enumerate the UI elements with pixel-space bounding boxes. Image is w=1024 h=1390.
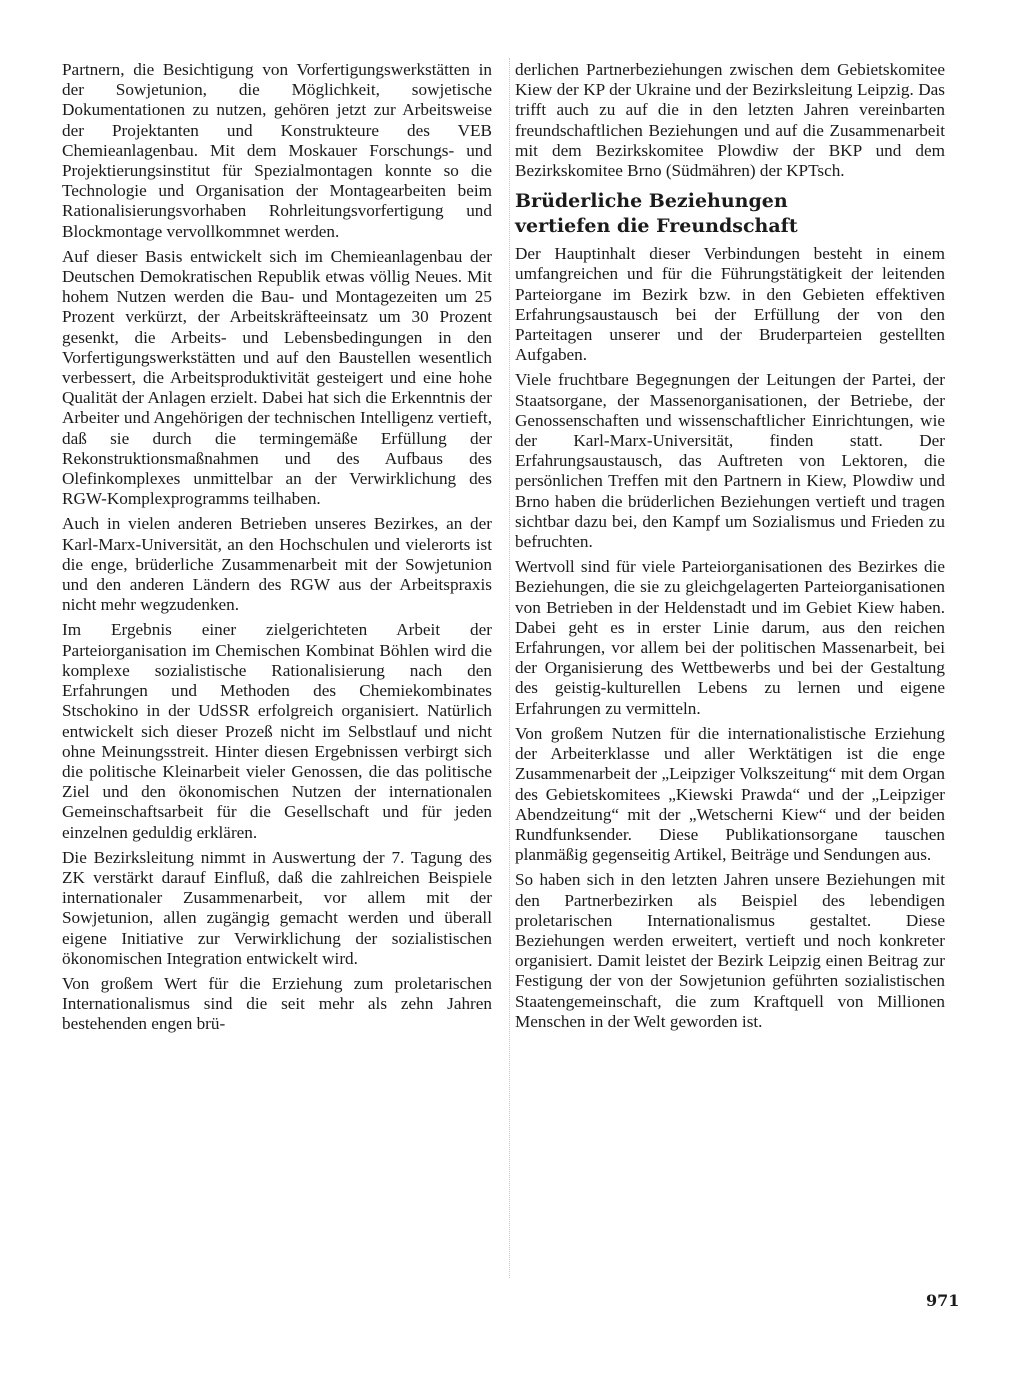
left-paragraph-6: Von großem Wert für die Erziehung zum proletarischen Internationalismus sind die seit mehr als zehn Jahren bestehenden engen brü- xyxy=(62,973,492,1034)
page-number: 971 xyxy=(926,1291,960,1310)
left-paragraph-1: Partnern, die Besichtigung von Vorfertigungswerkstätten in der Sowjetunion, die Möglichkeit, sowjetische Dokumentationen zu nutzen, gehören jetzt zur Arbeitsweise der Projektanten und Konstrukteure des VEB Chemieanlagenbau. Mit dem Moskauer Forschungs- und Projektierungsinstitut für Spezialmontagen konnte so die Technologie und Organisation der Montagearbeiten beim Rationalisierungsvorhaben Rohrleitungsvorfertigung und Blockmontage vervollkommnet werden. xyxy=(62,60,492,241)
right-paragraph-2: Viele fruchtbare Begegnungen der Leitungen der Partei, der Staatsorgane, der Massenorganisationen, der Betriebe, der Genossenschaften und wissenschaftlicher Einrichtungen, wie der Karl-Marx-Universität, finden statt. Der Erfahrungsaustausch, das Auftreten von Lektoren, die persönlichen Treffen mit den Partnern in Kiew, Plowdiw und Brno haben die brüderlichen Beziehungen vertieft und tragen sichtbar dazu bei, den Kampf um Sozialismus und Frieden zu befruchten. xyxy=(515,370,945,552)
left-paragraph-5: Die Bezirksleitung nimmt in Auswertung der 7. Tagung des ZK verstärkt darauf Einfluß, daß die zahlreichen Beispiele internationaler Zusammenarbeit, vor allem mit der Sowjetunion, allen zugängig gemacht werden und überall eigene Initiative zur Verwirklichung der sozialistischen ökonomischen Integration entwickelt wird. xyxy=(62,847,492,968)
section-heading: Brüderliche Beziehungen vertiefen die Freundschaft xyxy=(515,190,798,238)
right-intro-paragraph: derlichen Partnerbeziehungen zwischen dem Gebietskomitee Kiew der KP der Ukraine und der Bezirksleitung Leipzig. Das trifft auch zu auf die in den letzten Jahren vereinbarten freundschaftlichen Beziehungen und auf die Zusammenarbeit mit dem Bezirkskomitee Plowdiw der BKP und dem Bezirkskomitee Brno (Südmähren) der KPTsch. xyxy=(515,60,945,181)
column-gutter xyxy=(509,58,510,1278)
left-paragraph-2: Auf dieser Basis entwickelt sich im Chemieanlagenbau der Deutschen Demokratischen Republik etwas völlig Neues. Mit hohem Nutzen werden die Bau- und Montagezeiten um 25 Prozent verkürzt, der Arbeitskräfteeinsatz um 30 Prozent gesenkt, die Arbeits- und Lebensbedingungen in den Vorfertigungswerkstätten und auf den Baustellen wesentlich verbessert, die Arbeitsproduktivität gesteigert und eine hohe Qualität der Anlagen erzielt. Dabei hat sich die Erkenntnis der Arbeiter und Angehörigen der technischen Intelligenz vertieft, daß sie durch die termingemäße Erfüllung der Rekonstruktionsmaßnahmen und des Aufbaus des Olefinkomplexes unmittelbar an der Verwirklichung des RGW-Komplexprogramms teilhaben. xyxy=(62,246,492,509)
right-paragraph-4: Von großem Nutzen für die internationalistische Erziehung der Arbeiterklasse und aller Werktätigen ist die enge Zusammenarbeit der „Leipziger Volkszeitung“ mit dem Organ des Gebietskomitees „Kiewski Prawda“ und der „Leipziger Abendzeitung“ mit der „Wetscherni Kiew“ und der beiden Rundfunksender. Diese Publikationsorgane tauschen planmäßig gegenseitig Artikel, Beiträge und Sendungen aus. xyxy=(515,723,945,865)
left-paragraph-4: Im Ergebnis einer zielgerichteten Arbeit der Parteiorganisation im Chemischen Kombinat Böhlen wird die komplexe sozialistische Rationalisierung nach den Erfahrungen und Methoden des Chemiekombinates Stschokino in der UdSSR erfolgreich organisiert. Natürlich entwickelt sich dieser Prozeß nicht im Selbstlauf und nicht ohne Meinungsstreit. Hinter diesen Ergebnissen verbirgt sich die politische Kleinarbeit vieler Genossen, die das politische Ziel und den ökonomischen Nutzen der internationalen Gemeinschaftsarbeit für die Gesellschaft und für jeden einzelnen geduldig erklären. xyxy=(62,620,492,842)
right-paragraph-1: Der Hauptinhalt dieser Verbindungen besteht in einem umfangreichen und für die Führungstätigkeit der leitenden Parteiorgane im Bezirk bzw. in den Gebieten effektiven Erfahrungsaustausch bei der Erfüllung der von den Parteitagen unserer und der Bruderparteien gestellten Aufgaben. xyxy=(515,244,945,365)
right-paragraph-5: So haben sich in den letzten Jahren unsere Beziehungen mit den Partnerbezirken als Beispiel des lebendigen proletarischen Internationalismus gestaltet. Diese Beziehungen werden erweitert, vertieft und noch konkreter organisiert. Damit leistet der Bezirk Leipzig einen Beitrag zur Festigung der von der Sowjetunion geführten sozialistischen Staatengemeinschaft, die zum Kraftquell von Millionen Menschen in der Welt geworden ist. xyxy=(515,870,945,1031)
right-column xyxy=(515,60,945,1037)
left-column xyxy=(62,60,492,1040)
left-paragraph-3: Auch in vielen anderen Betrieben unseres Bezirkes, an der Karl-Marx-Universität, an den Hochschulen und vielerorts ist die enge, brüderliche Zusammenarbeit mit der Sowjetunion und den anderen Ländern des RGW aus der Arbeitspraxis nicht mehr wegzudenken. xyxy=(62,514,492,615)
right-paragraph-3: Wertvoll sind für viele Parteiorganisationen des Bezirkes die Beziehungen, die sie zu gleichgelagerten Parteiorganisationen von Betrieben in der Heldenstadt und im Gebiet Kiew haben. Dabei geht es in erster Linie darum, aus den reichen Erfahrungen, vor allem bei der politischen Massenarbeit, bei der Organisierung des Wettbewerbs und bei der Gestaltung des geistig-kulturellen Lebens zu lernen und eigene Erfahrungen zu vermitteln. xyxy=(515,557,945,718)
